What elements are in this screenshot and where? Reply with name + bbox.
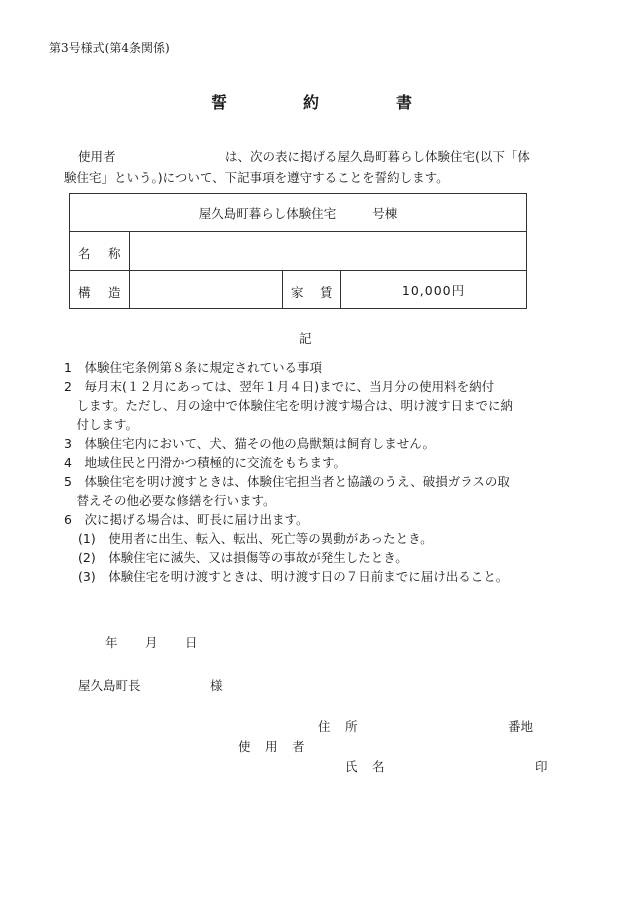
rent-label-cell [283,271,341,309]
list-item: 1 体験住宅条例第８条に規定されている事項 [64,360,322,375]
title-char-1: 誓 [211,93,228,112]
list-item: 4 地域住民と円滑かつ積極的に交流をもちます。 [64,455,346,470]
housing-info-table [69,193,527,309]
table-header-suffix: 号棟 [372,205,398,221]
list-item: (1) 使用者に出生、転入、転出、死亡等の異動があったとき。 [78,531,433,546]
name-label-cell [70,232,130,271]
user-label-1: 使 [238,739,251,754]
addressee-name: 屋久島町長 [78,678,141,693]
address-label-1: 住 [318,719,331,734]
list-item: 付します。 [64,417,139,432]
list-item: 3 体験住宅内において、犬、猫その他の鳥獣類は飼育しません。 [64,436,435,451]
ki-heading: 記 [299,331,312,346]
name-label-1: 名 [78,246,91,261]
name-label-sig-2: 名 [372,759,385,774]
date-day: 日 [185,635,198,650]
banchi-label: 番地 [508,719,534,734]
addressee-honorific: 様 [210,678,223,693]
structure-label-1: 構 [78,285,91,300]
intro-line-1: は、次の表に掲げる屋久島町暮らし体験住宅(以下「体 [225,149,530,164]
table-header-name: 屋久島町暮らし体験住宅 [198,205,337,221]
name-label-sig-1: 氏 [345,759,358,774]
seal-mark: 印 [535,759,548,774]
structure-label-2: 造 [108,285,121,300]
form-number: 第3号様式(第4条関係) [49,41,170,55]
date-month: 月 [145,635,158,650]
user-label-2: 用 [265,739,278,754]
structure-label-cell [70,271,130,309]
name-value-cell [130,232,527,271]
structure-value-cell [130,271,283,309]
date-year: 年 [105,635,118,650]
title-char-2: 約 [303,93,320,112]
intro-line-2: 験住宅」という。)について、下記事項を遵守することを誓約します。 [64,170,449,185]
list-item: 2 毎月末(１２月にあっては、翌年１月４日)までに、当月分の使用料を納付 [64,379,495,394]
title-char-3: 書 [396,93,413,112]
rent-label-2: 賃 [320,285,333,300]
intro-user-label: 使用者 [78,149,116,164]
rent-value-cell: 10,000円 [341,271,527,309]
user-label-3: 者 [292,739,305,754]
name-label-2: 称 [108,246,121,261]
list-item: (2) 体験住宅に滅失、又は損傷等の事故が発生したとき。 [78,550,408,565]
list-item: します。ただし、月の途中で体験住宅を明け渡す場合は、明け渡す日までに納 [64,398,514,413]
rent-label-1: 家 [291,285,304,300]
table-header-cell [70,194,527,232]
list-item: 5 体験住宅を明け渡すときは、体験住宅担当者と協議のうえ、破損ガラスの取 [64,474,510,489]
address-label-2: 所 [345,719,358,734]
list-item: 替えその他必要な修繕を行います。 [64,493,276,508]
list-item: (3) 体験住宅を明け渡すときは、明け渡す日の７日前までに届け出ること。 [78,569,509,584]
list-item: 6 次に掲げる場合は、町長に届け出ます。 [64,512,309,527]
